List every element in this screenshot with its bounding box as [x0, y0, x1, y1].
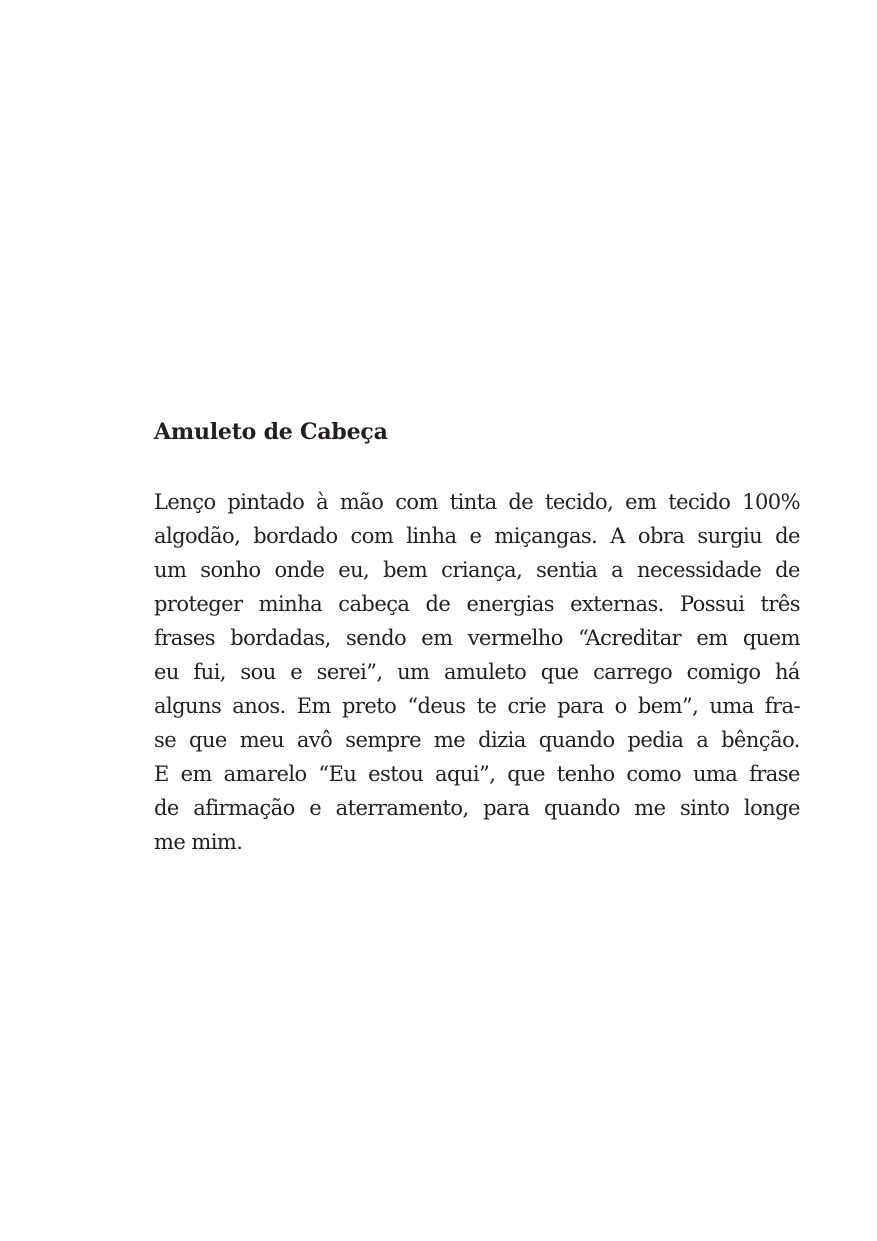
word: miçangas.	[494, 524, 598, 548]
paragraph-line	[154, 553, 800, 587]
word: sonho	[200, 558, 261, 582]
word: energias	[466, 592, 554, 616]
word: bem”,	[637, 694, 699, 718]
word: sendo	[345, 626, 407, 650]
word: longe	[743, 796, 800, 820]
word: uma	[692, 762, 738, 786]
text-block	[154, 418, 800, 859]
word: comigo	[686, 660, 761, 684]
word: em	[625, 490, 657, 514]
word: em	[180, 762, 212, 786]
word: de	[775, 558, 800, 582]
word: eu,	[338, 558, 370, 582]
word: que	[189, 728, 227, 752]
word: de	[154, 796, 179, 820]
word: fra-	[764, 694, 800, 718]
word: sinto	[680, 796, 730, 820]
word: serei”,	[316, 660, 383, 684]
word: carrego	[593, 660, 673, 684]
word: quando	[538, 728, 615, 752]
word: três	[760, 592, 800, 616]
word: tenho	[556, 762, 615, 786]
word: que	[507, 762, 545, 786]
word: Em	[296, 694, 331, 718]
word: e	[290, 660, 303, 684]
word: crie	[507, 694, 547, 718]
word: pintado	[227, 490, 305, 514]
word: surgiu	[697, 524, 763, 548]
word: se	[154, 728, 177, 752]
word: eu	[154, 660, 179, 684]
paragraph-line	[154, 587, 800, 621]
word: anos.	[232, 694, 286, 718]
word: para	[557, 694, 604, 718]
word: me	[634, 796, 666, 820]
word: quando	[543, 796, 620, 820]
paragraph-line	[154, 485, 800, 519]
word: e	[309, 796, 322, 820]
word: há	[774, 660, 800, 684]
word: linha	[406, 524, 457, 548]
paragraph-line	[154, 621, 800, 655]
word: algodão,	[154, 524, 241, 548]
word: dizia	[478, 728, 526, 752]
word: tinta	[449, 490, 497, 514]
word: meu	[239, 728, 284, 752]
word: para	[483, 796, 530, 820]
word: que	[540, 660, 579, 684]
word: necessidade	[637, 558, 762, 582]
word: sempre	[345, 728, 421, 752]
paragraph-line	[154, 723, 800, 757]
word: “Eu	[318, 762, 357, 786]
word: minha	[258, 592, 323, 616]
paragraph-line	[154, 757, 800, 791]
word: frases	[154, 626, 216, 650]
word: de	[508, 490, 534, 514]
word: Lenço	[154, 490, 216, 514]
word: vermelho	[467, 626, 563, 650]
word: um	[154, 558, 187, 582]
word: bem	[383, 558, 428, 582]
word: como	[626, 762, 682, 786]
word: “Acreditar	[578, 626, 682, 650]
paragraph-line	[154, 655, 800, 689]
word: estou	[368, 762, 424, 786]
word: uma	[709, 694, 754, 718]
word: obra	[637, 524, 685, 548]
word: bordadas,	[230, 626, 331, 650]
word: onde	[274, 558, 325, 582]
word: um	[397, 660, 430, 684]
word: bênção.	[721, 728, 800, 752]
word: cabeça	[338, 592, 410, 616]
word: frase	[749, 762, 800, 786]
word: o	[614, 694, 627, 718]
word: amuleto	[443, 660, 527, 684]
word: em	[421, 626, 453, 650]
paragraph-line	[154, 689, 800, 723]
word: “deus	[407, 694, 466, 718]
word: aqui”,	[435, 762, 496, 786]
word: à	[316, 490, 329, 514]
word: a	[611, 558, 624, 582]
word: Possui	[679, 592, 745, 616]
word: de	[425, 592, 451, 616]
word: amarelo	[223, 762, 307, 786]
word: me	[433, 728, 466, 752]
word: com	[350, 524, 394, 548]
word: alguns	[154, 694, 222, 718]
word: e	[469, 524, 482, 548]
word: bordado	[253, 524, 338, 548]
word: fui,	[193, 660, 226, 684]
word: tecido,	[545, 490, 614, 514]
word: A	[610, 524, 625, 548]
word: E	[154, 762, 169, 786]
word: de	[775, 524, 800, 548]
word: preto	[342, 694, 397, 718]
word: proteger	[154, 592, 243, 616]
paragraph-line: me mim.	[154, 830, 243, 854]
word: mão	[339, 490, 384, 514]
paragraph-line	[154, 791, 800, 825]
paragraph-line	[154, 519, 800, 553]
word: a	[696, 728, 709, 752]
word: com	[395, 490, 438, 514]
word: em	[696, 626, 728, 650]
word: criança,	[441, 558, 523, 582]
body-paragraph	[154, 485, 800, 859]
word: avô	[296, 728, 333, 752]
word: aterramento,	[335, 796, 469, 820]
word: afirmação	[193, 796, 295, 820]
word: tecido	[668, 490, 731, 514]
word: pedia	[627, 728, 684, 752]
section-title: Amuleto de Cabeça	[154, 419, 388, 445]
word: quem	[742, 626, 800, 650]
word: sentia	[536, 558, 598, 582]
word: sou	[240, 660, 276, 684]
word: 100%	[742, 490, 800, 514]
word: te	[476, 694, 497, 718]
word: externas.	[570, 592, 664, 616]
